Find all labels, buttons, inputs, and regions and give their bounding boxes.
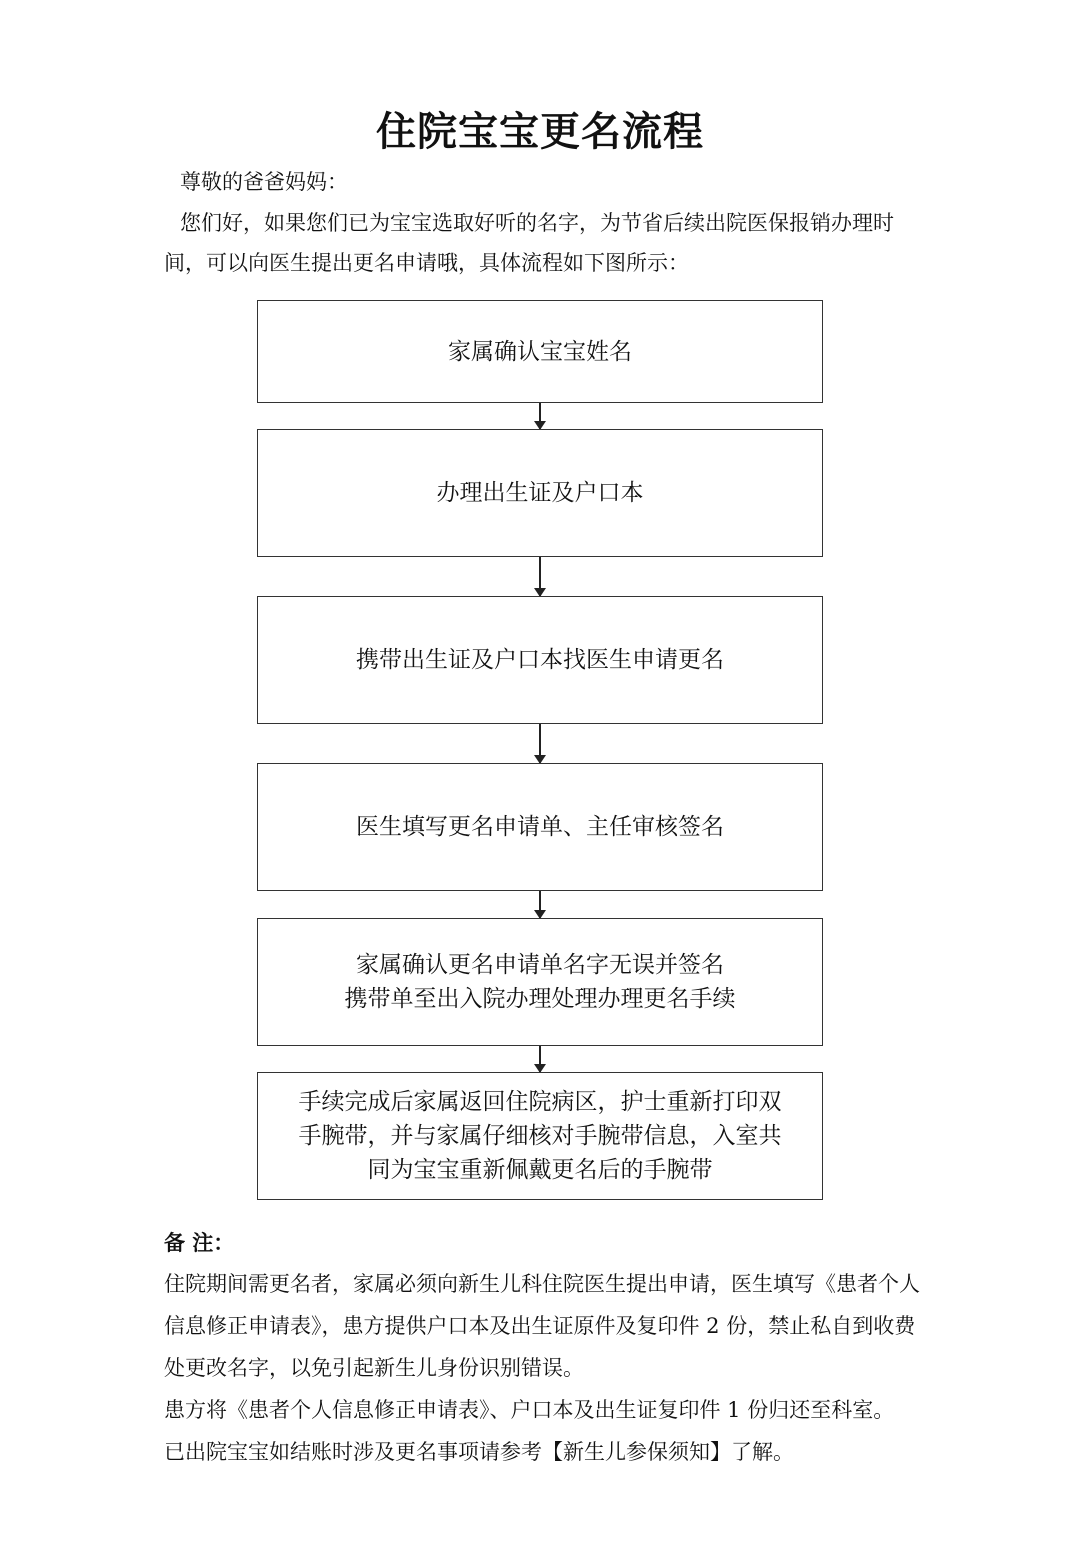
note-paragraph: 已出院宝宝如结账时涉及更名事项请参考【新生儿参保须知】了解。	[164, 1440, 794, 1464]
page-title: 住院宝宝更名流程	[376, 108, 704, 155]
notes-title: 备 注：	[164, 1230, 235, 1255]
flow-step-1-line-1: 家属确认宝宝姓名	[448, 338, 632, 365]
note-paragraph: 住院期间需更名者，家属必须向新生儿科住院医生提出申请，医生填写《患者个人信息修正申请表》，患方提供户口本及出生证原件及复印件 2 份，禁止私自到收费处更改名字，以免引起新生儿身份识别错误。	[164, 1272, 920, 1380]
flow-step-5	[257, 918, 823, 1046]
flow-step-5-line-1: 家属确认更名申请单名字无误并签名	[356, 952, 724, 978]
flow-step-3-line-1: 携带出生证及户口本找医生申请更名	[356, 647, 724, 673]
flow-step-6-line-1: 手续完成后家属返回住院病区，护士重新打印双	[298, 1089, 782, 1115]
flow-arrow-2	[539, 557, 541, 596]
flow-step-4-line-1: 医生填写更名申请单、主任审核签名	[356, 814, 724, 840]
flow-step-4	[257, 763, 823, 891]
notes-section	[164, 1263, 924, 1473]
flow-step-2	[257, 429, 823, 557]
flow-step-5-line-2: 携带单至出入院办理处理办理更名手续	[344, 986, 736, 1012]
flow-step-6-line-2: 手腕带，并与家属仔细核对手腕带信息，入室共	[298, 1123, 782, 1149]
flow-arrow-3	[539, 724, 541, 763]
note-paragraph: 患方将《患者个人信息修正申请表》、户口本及出生证复印件 1 份归还至科室。	[164, 1398, 895, 1422]
flow-arrow-1	[539, 403, 541, 429]
flow-step-6-line-3: 同为宝宝重新佩戴更名后的手腕带	[367, 1157, 713, 1183]
flow-step-2-line-1: 办理出生证及户口本	[436, 480, 644, 506]
flow-step-6	[257, 1072, 823, 1200]
greeting: 尊敬的爸爸妈妈：	[180, 170, 348, 194]
flow-step-3	[257, 596, 823, 724]
flow-arrow-4	[539, 891, 541, 918]
flow-step-1	[257, 300, 823, 403]
flow-arrow-5	[539, 1046, 541, 1072]
intro-paragraph: 您们好，如果您们已为宝宝选取好听的名字，为节省后续出院医保报销办理时间，可以向医生提出更名申请哦，具体流程如下图所示：	[164, 211, 894, 275]
